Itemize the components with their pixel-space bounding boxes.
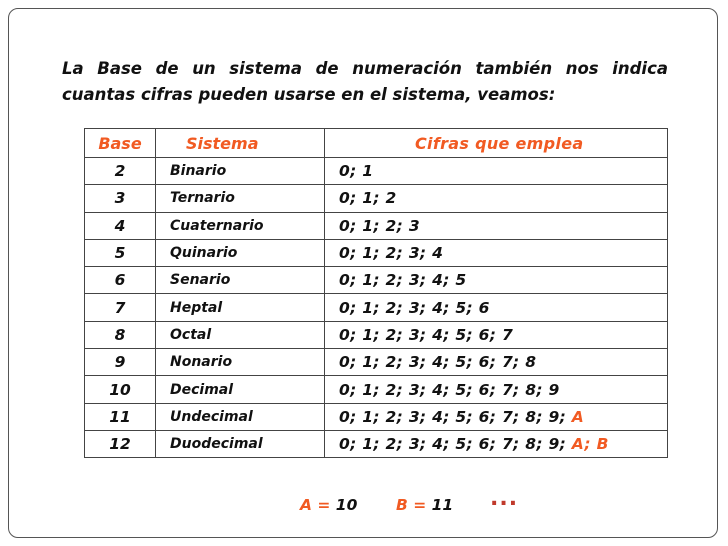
cell-sistema: Undecimal bbox=[156, 403, 325, 430]
cell-sistema: Senario bbox=[156, 267, 325, 294]
header-sistema: Sistema bbox=[156, 129, 325, 158]
cifras-text: 0; 1; 2; 3 bbox=[339, 216, 420, 235]
cifras-text: 0; 1; 2; 3; 4; 5; 6; 7; 8; 9 bbox=[339, 380, 560, 399]
cell-cifras bbox=[325, 267, 668, 294]
cell-base: 4 bbox=[85, 212, 156, 239]
cifras-extra-letters: A bbox=[571, 407, 585, 426]
cifras-text: 0; 1; 2; 3; 4; 5; 6; 7; 8; 9; bbox=[339, 435, 572, 454]
table-body bbox=[85, 158, 668, 458]
cifras-text: 0; 1; 2; 3; 4; 5; 6 bbox=[339, 298, 490, 317]
cell-cifras bbox=[325, 239, 668, 266]
cell-base: 7 bbox=[85, 294, 156, 321]
intro-paragraph: La Base de un sistema de numeración también nos indica cuantas cifras pueden usarse en el sistema, veamos: bbox=[62, 59, 668, 104]
footnote-a bbox=[300, 496, 357, 514]
bases-table bbox=[84, 128, 668, 458]
cell-base: 6 bbox=[85, 267, 156, 294]
cifras-text: 0; 1; 2; 3; 4 bbox=[339, 244, 444, 263]
cifras-extra-letters: A; B bbox=[571, 435, 609, 454]
cell-base: 3 bbox=[85, 185, 156, 212]
table-row bbox=[85, 403, 668, 430]
cell-base: 11 bbox=[85, 403, 156, 430]
table-row bbox=[85, 376, 668, 403]
table-row bbox=[85, 212, 668, 239]
cell-base: 5 bbox=[85, 239, 156, 266]
cell-base: 9 bbox=[85, 349, 156, 376]
cell-sistema: Binario bbox=[156, 158, 325, 185]
cell-sistema: Cuaternario bbox=[156, 212, 325, 239]
cell-cifras bbox=[325, 349, 668, 376]
cell-cifras bbox=[325, 430, 668, 457]
footnote-a-value: 10 bbox=[335, 496, 358, 514]
cell-cifras bbox=[325, 403, 668, 430]
footnote-b bbox=[396, 496, 453, 514]
cell-cifras bbox=[325, 212, 668, 239]
cell-sistema: Quinario bbox=[156, 239, 325, 266]
cifras-text: 0; 1; 2; 3; 4; 5; 6; 7; 8 bbox=[339, 353, 537, 372]
cifras-text: 0; 1; 2; 3; 4; 5; 6; 7; 8; 9; bbox=[339, 407, 572, 426]
cell-sistema: Decimal bbox=[156, 376, 325, 403]
cifras-text: 0; 1; 2 bbox=[339, 189, 397, 208]
table-header-row bbox=[85, 129, 668, 158]
ellipsis: ... bbox=[490, 486, 519, 511]
cifras-text: 0; 1; 2; 3; 4; 5 bbox=[339, 271, 467, 290]
cell-cifras bbox=[325, 376, 668, 403]
cell-cifras bbox=[325, 321, 668, 348]
footnote-b-key: B = bbox=[396, 496, 427, 514]
cell-sistema: Ternario bbox=[156, 185, 325, 212]
table-row bbox=[85, 430, 668, 457]
cell-cifras bbox=[325, 185, 668, 212]
table-row bbox=[85, 349, 668, 376]
cell-base: 10 bbox=[85, 376, 156, 403]
table-row bbox=[85, 321, 668, 348]
cell-cifras bbox=[325, 294, 668, 321]
table-row bbox=[85, 158, 668, 185]
cell-sistema: Nonario bbox=[156, 349, 325, 376]
cell-sistema: Heptal bbox=[156, 294, 325, 321]
cifras-text: 0; 1 bbox=[339, 162, 374, 181]
table-row bbox=[85, 239, 668, 266]
cell-sistema: Duodecimal bbox=[156, 430, 325, 457]
cell-base: 8 bbox=[85, 321, 156, 348]
footnote-b-value: 11 bbox=[431, 496, 454, 514]
table-row bbox=[85, 267, 668, 294]
footnote-a-key: A = bbox=[300, 496, 331, 514]
header-base: Base bbox=[85, 129, 156, 158]
table-row bbox=[85, 185, 668, 212]
cifras-text: 0; 1; 2; 3; 4; 5; 6; 7 bbox=[339, 325, 514, 344]
cell-base: 12 bbox=[85, 430, 156, 457]
cell-sistema: Octal bbox=[156, 321, 325, 348]
table-row bbox=[85, 294, 668, 321]
header-cifras: Cifras que emplea bbox=[325, 129, 668, 158]
cell-cifras bbox=[325, 158, 668, 185]
cell-base: 2 bbox=[85, 158, 156, 185]
